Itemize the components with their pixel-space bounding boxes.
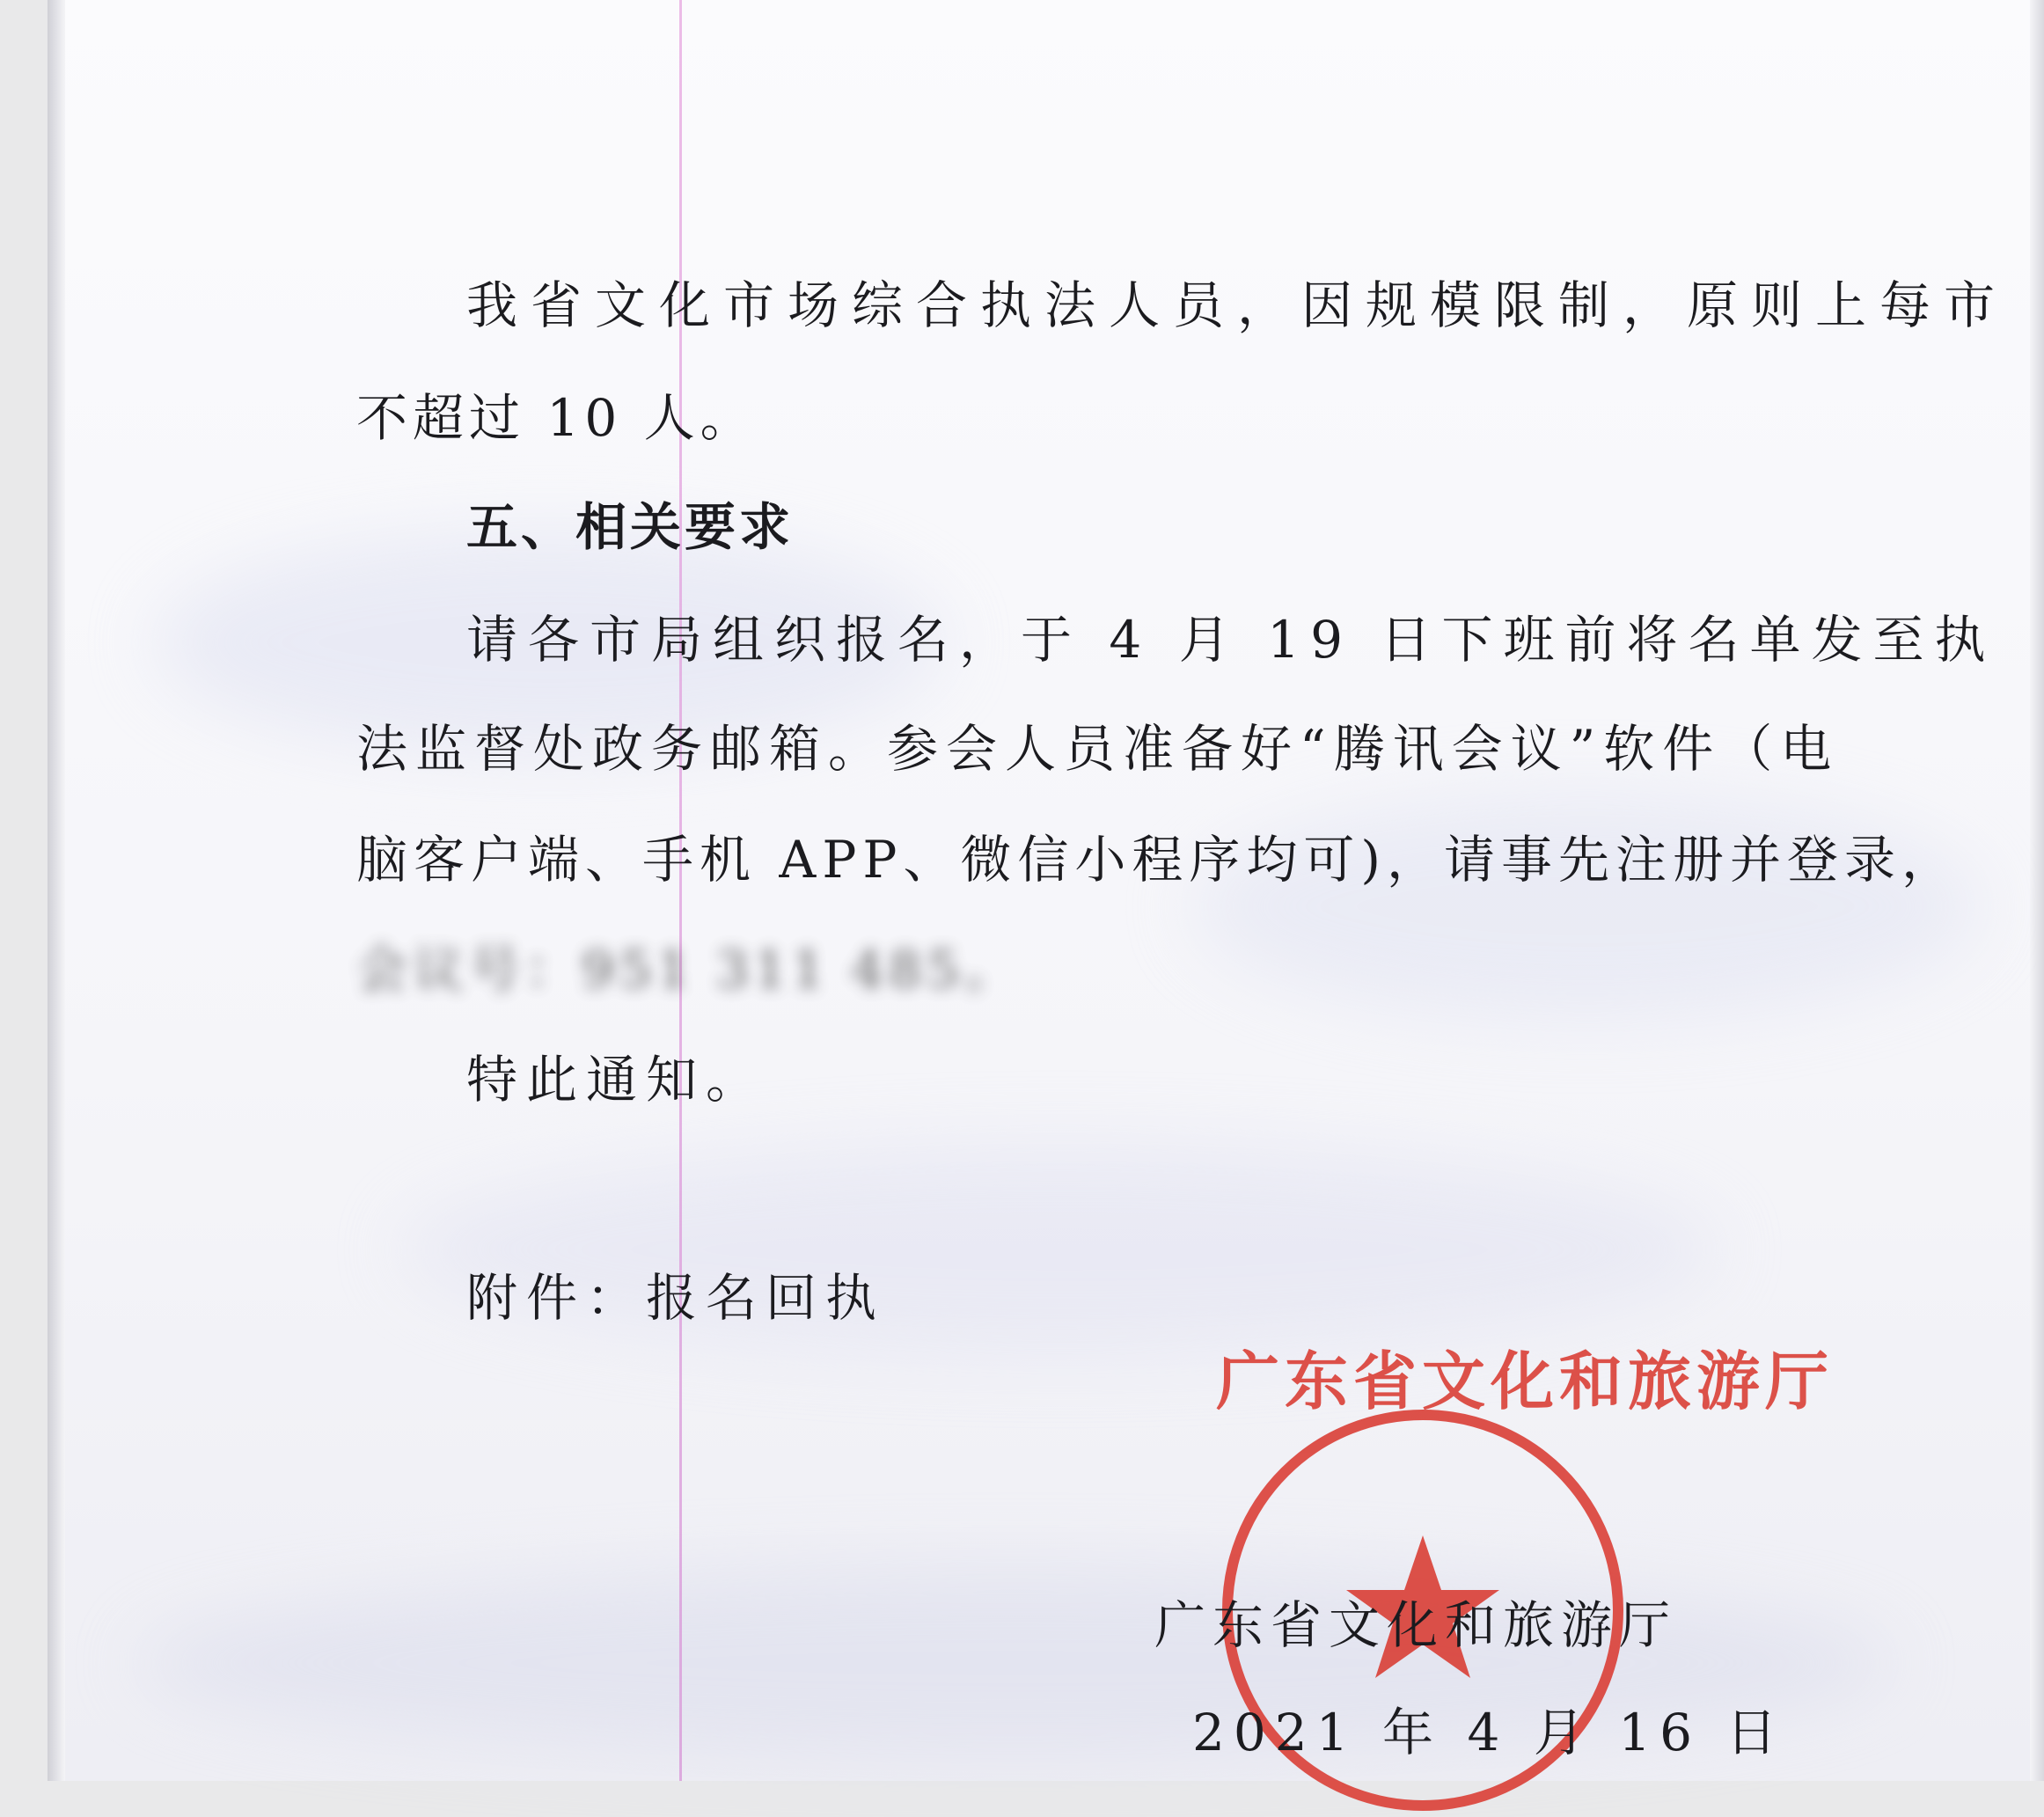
page-edge-left xyxy=(48,0,65,1781)
attachment-label: 附件：报名回执 xyxy=(466,1268,886,1328)
page-edge-right xyxy=(2030,0,2044,1781)
paragraph-text-line: 请各市局组织报名，于 4 月 19 日下班前将名单发至执 xyxy=(466,610,1996,670)
issue-date: 2021 年 4 月 16 日 xyxy=(1192,1703,1786,1762)
issuer-name: 广东省文化和旅游厅 xyxy=(1154,1595,1678,1655)
closing-text: 特此通知。 xyxy=(466,1050,766,1110)
section-heading: 五、相关要求 xyxy=(466,497,795,557)
seal-text: 广东省文化和旅游厅 xyxy=(1216,1344,1835,1418)
paragraph-text-line: 不超过 10 人。 xyxy=(356,388,757,448)
paragraph-text-line: 我省文化市场综合执法人员，因规模限制，原则上每市 xyxy=(466,275,2009,335)
redacted-meeting-number: 会议号：951 311 485。 xyxy=(356,940,1021,1000)
paragraph-text-line: 法监督处政务邮箱。参会人员准备好“腾讯会议”软件（电 xyxy=(356,719,1840,779)
document-page xyxy=(48,0,2044,1781)
paragraph-text-line: 脑客户端、手机 APP、微信小程序均可)，请事先注册并登录， xyxy=(356,830,1960,890)
margin-line xyxy=(679,0,682,1781)
scan-haze xyxy=(1191,792,1983,1021)
